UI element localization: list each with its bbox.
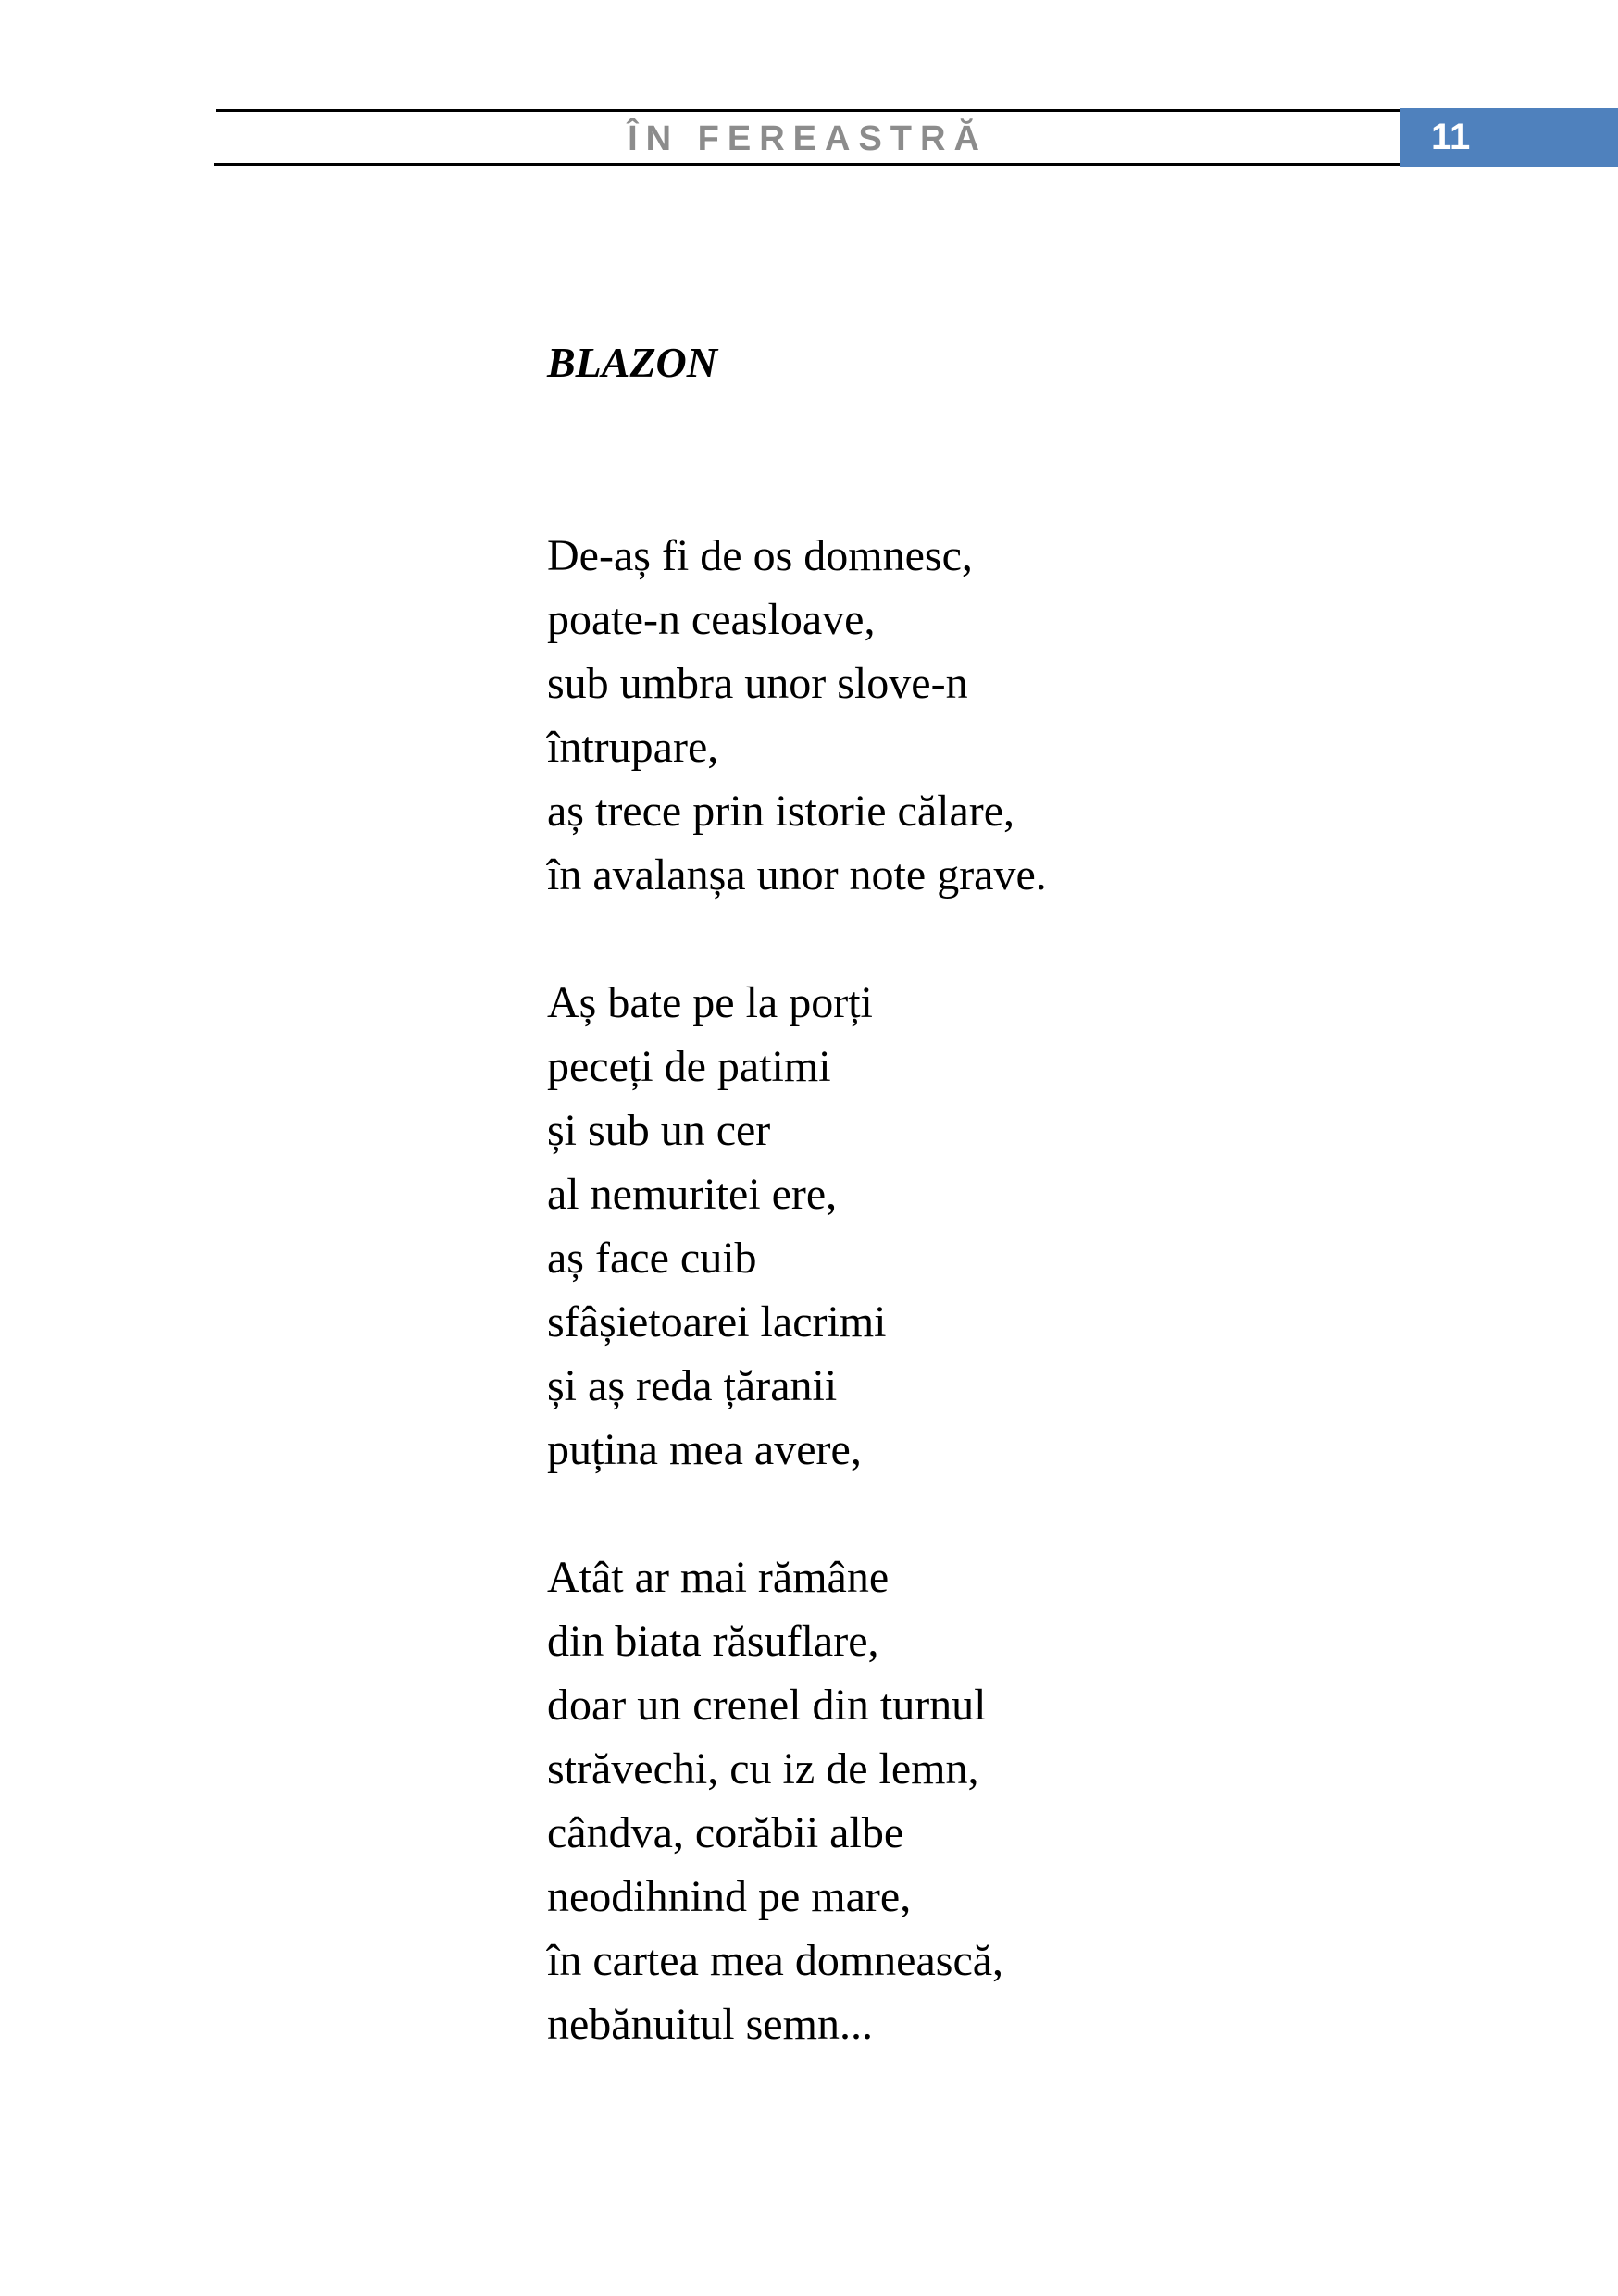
poem-line: cândva, corăbii albe bbox=[547, 1808, 904, 1857]
poem-line: Atât ar mai rămâne bbox=[547, 1553, 890, 1602]
stanza bbox=[547, 524, 1047, 907]
poem-line: întrupare, bbox=[547, 723, 719, 772]
running-header-title: ÎN FEREASTRĂ bbox=[628, 119, 988, 158]
poem-line: în cartea mea domnească, bbox=[547, 1936, 1004, 1985]
poem-line: străvechi, cu iz de lemn, bbox=[547, 1744, 979, 1793]
poem-line: sub umbra unor slove-n bbox=[547, 659, 968, 708]
poem-line: și aș reda țăranii bbox=[547, 1361, 838, 1410]
poem-title: BLAZON bbox=[547, 339, 717, 386]
poem-line: în avalanșa unor note grave. bbox=[547, 850, 1047, 900]
poem-body bbox=[547, 524, 1047, 2120]
poem-line: puțina mea avere, bbox=[547, 1425, 862, 1474]
poem-line: poate-n ceasloave, bbox=[547, 595, 876, 644]
stanza bbox=[547, 1545, 1047, 2056]
poem-line: nebănuitul semn... bbox=[547, 2000, 873, 2049]
poem-line: Aș bate pe la porți bbox=[547, 978, 873, 1027]
poem-line: doar un crenel din turnul bbox=[547, 1681, 987, 1730]
poem-line: din biata răsuflare, bbox=[547, 1617, 879, 1666]
poem-line: al nemuritei ere, bbox=[547, 1170, 838, 1219]
header-top-rule bbox=[216, 109, 1400, 112]
poem-line: De-aș fi de os domnesc, bbox=[547, 531, 973, 580]
page-number: 11 bbox=[1400, 108, 1618, 167]
poem-line: peceți de patimi bbox=[547, 1042, 831, 1091]
poem-line: neodihnind pe mare, bbox=[547, 1872, 912, 1921]
stanza bbox=[547, 971, 1047, 1482]
poem-line: și sub un cer bbox=[547, 1106, 771, 1155]
poem-line: aș trece prin istorie călare, bbox=[547, 787, 1015, 836]
header-bottom-rule bbox=[214, 163, 1400, 166]
poem-line: aș face cuib bbox=[547, 1234, 757, 1283]
poem-line: sfâșietoarei lacrimi bbox=[547, 1297, 887, 1347]
